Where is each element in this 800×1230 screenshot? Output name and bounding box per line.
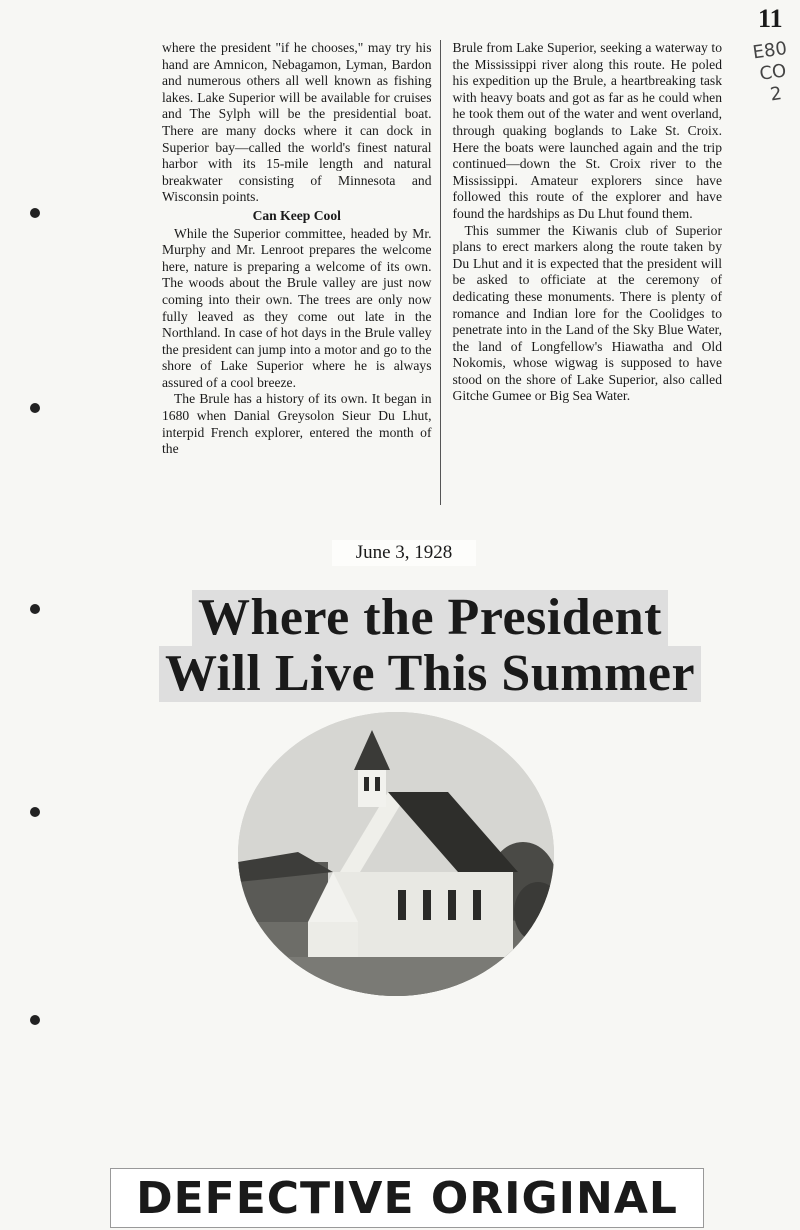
handwritten-note: 2	[768, 83, 784, 106]
headline-line-1: Where the President	[192, 590, 668, 646]
page-number: 11	[758, 4, 783, 33]
punch-hole	[30, 208, 40, 218]
handwritten-note: E80	[751, 37, 789, 64]
article-left-column	[162, 40, 441, 505]
article-columns	[162, 40, 722, 505]
article-right-column	[453, 40, 723, 505]
church-photo	[238, 712, 554, 996]
article-paragraph: The Brule has a history of its own. It began in 1680 when Danial Greysolon Sieur Du Lhut, interpid French explorer, entered the month of the	[162, 391, 432, 457]
headline-line-2: Will Live This Summer	[159, 646, 701, 702]
article-paragraph: This summer the Kiwanis club of Superior plans to erect markers along the route taken by Du Lhut and it is expected that the president will be asked to officiate at the ceremony of dedicating these monuments. There is plenty of romance and Indian lore for the Coolidges to penetrate into in the Land of the Sky Blue Water, the land of Longfellow's Hiawatha and Old Nokomis, whose wigwag is supposed to have stood on the shore of Lake Superior, also called Gitche Gumee or Big Sea Water.	[452, 222, 722, 404]
date-label: June 3, 1928	[332, 540, 476, 566]
article-subhead: Can Keep Cool	[252, 207, 341, 223]
article-paragraph: where the president "if he chooses," may try his hand are Amnicon, Nebagamon, Lyman, Bardon and numerous others all well known as fishing lakes. Lake Superior will be available for cruises and The Sylph will be the presidential boat. There are many docks where it can dock in Superior bay—called the world's finest natural harbor with its 15-mile length and natural breakwater consisting of Minnesota and Wisconsin points.	[162, 40, 432, 205]
handwritten-notes	[744, 37, 800, 109]
punch-hole	[30, 807, 40, 817]
punch-hole	[30, 403, 40, 413]
handwritten-note: CO	[758, 60, 788, 85]
defective-original-stamp: DEFECTIVE ORIGINAL	[110, 1168, 704, 1228]
article-paragraph: While the Superior committee, headed by Mr. Murphy and Mr. Lenroot prepares the welcome here, nature is preparing a welcome of its own. The woods about the Brule valley are just now coming into their own. The trees are only now fully leaved as they come out late in the Northland. In case of hot days in the Brule valley the president can jump into a motor and go to the shore of Lake Superior where he is always assured of a cool breeze.	[162, 225, 432, 390]
punch-hole	[30, 1015, 40, 1025]
article-paragraph: Brule from Lake Superior, seeking a waterway to the Mississippi river along this route. He poled his expedition up the Brule, a heartbreaking task with heavy boats and got as far as he could when he took them out of the water and went overland, through quaking boglands to Lake St. Croix. Here the boats were launched again and the trip continued—down the St. Croix river to the Mississippi. Amateur explorers since have followed this route of the explorer and have found the hardships as Du Lhut found them.	[452, 40, 722, 221]
headline	[100, 590, 760, 702]
punch-hole	[30, 604, 40, 614]
